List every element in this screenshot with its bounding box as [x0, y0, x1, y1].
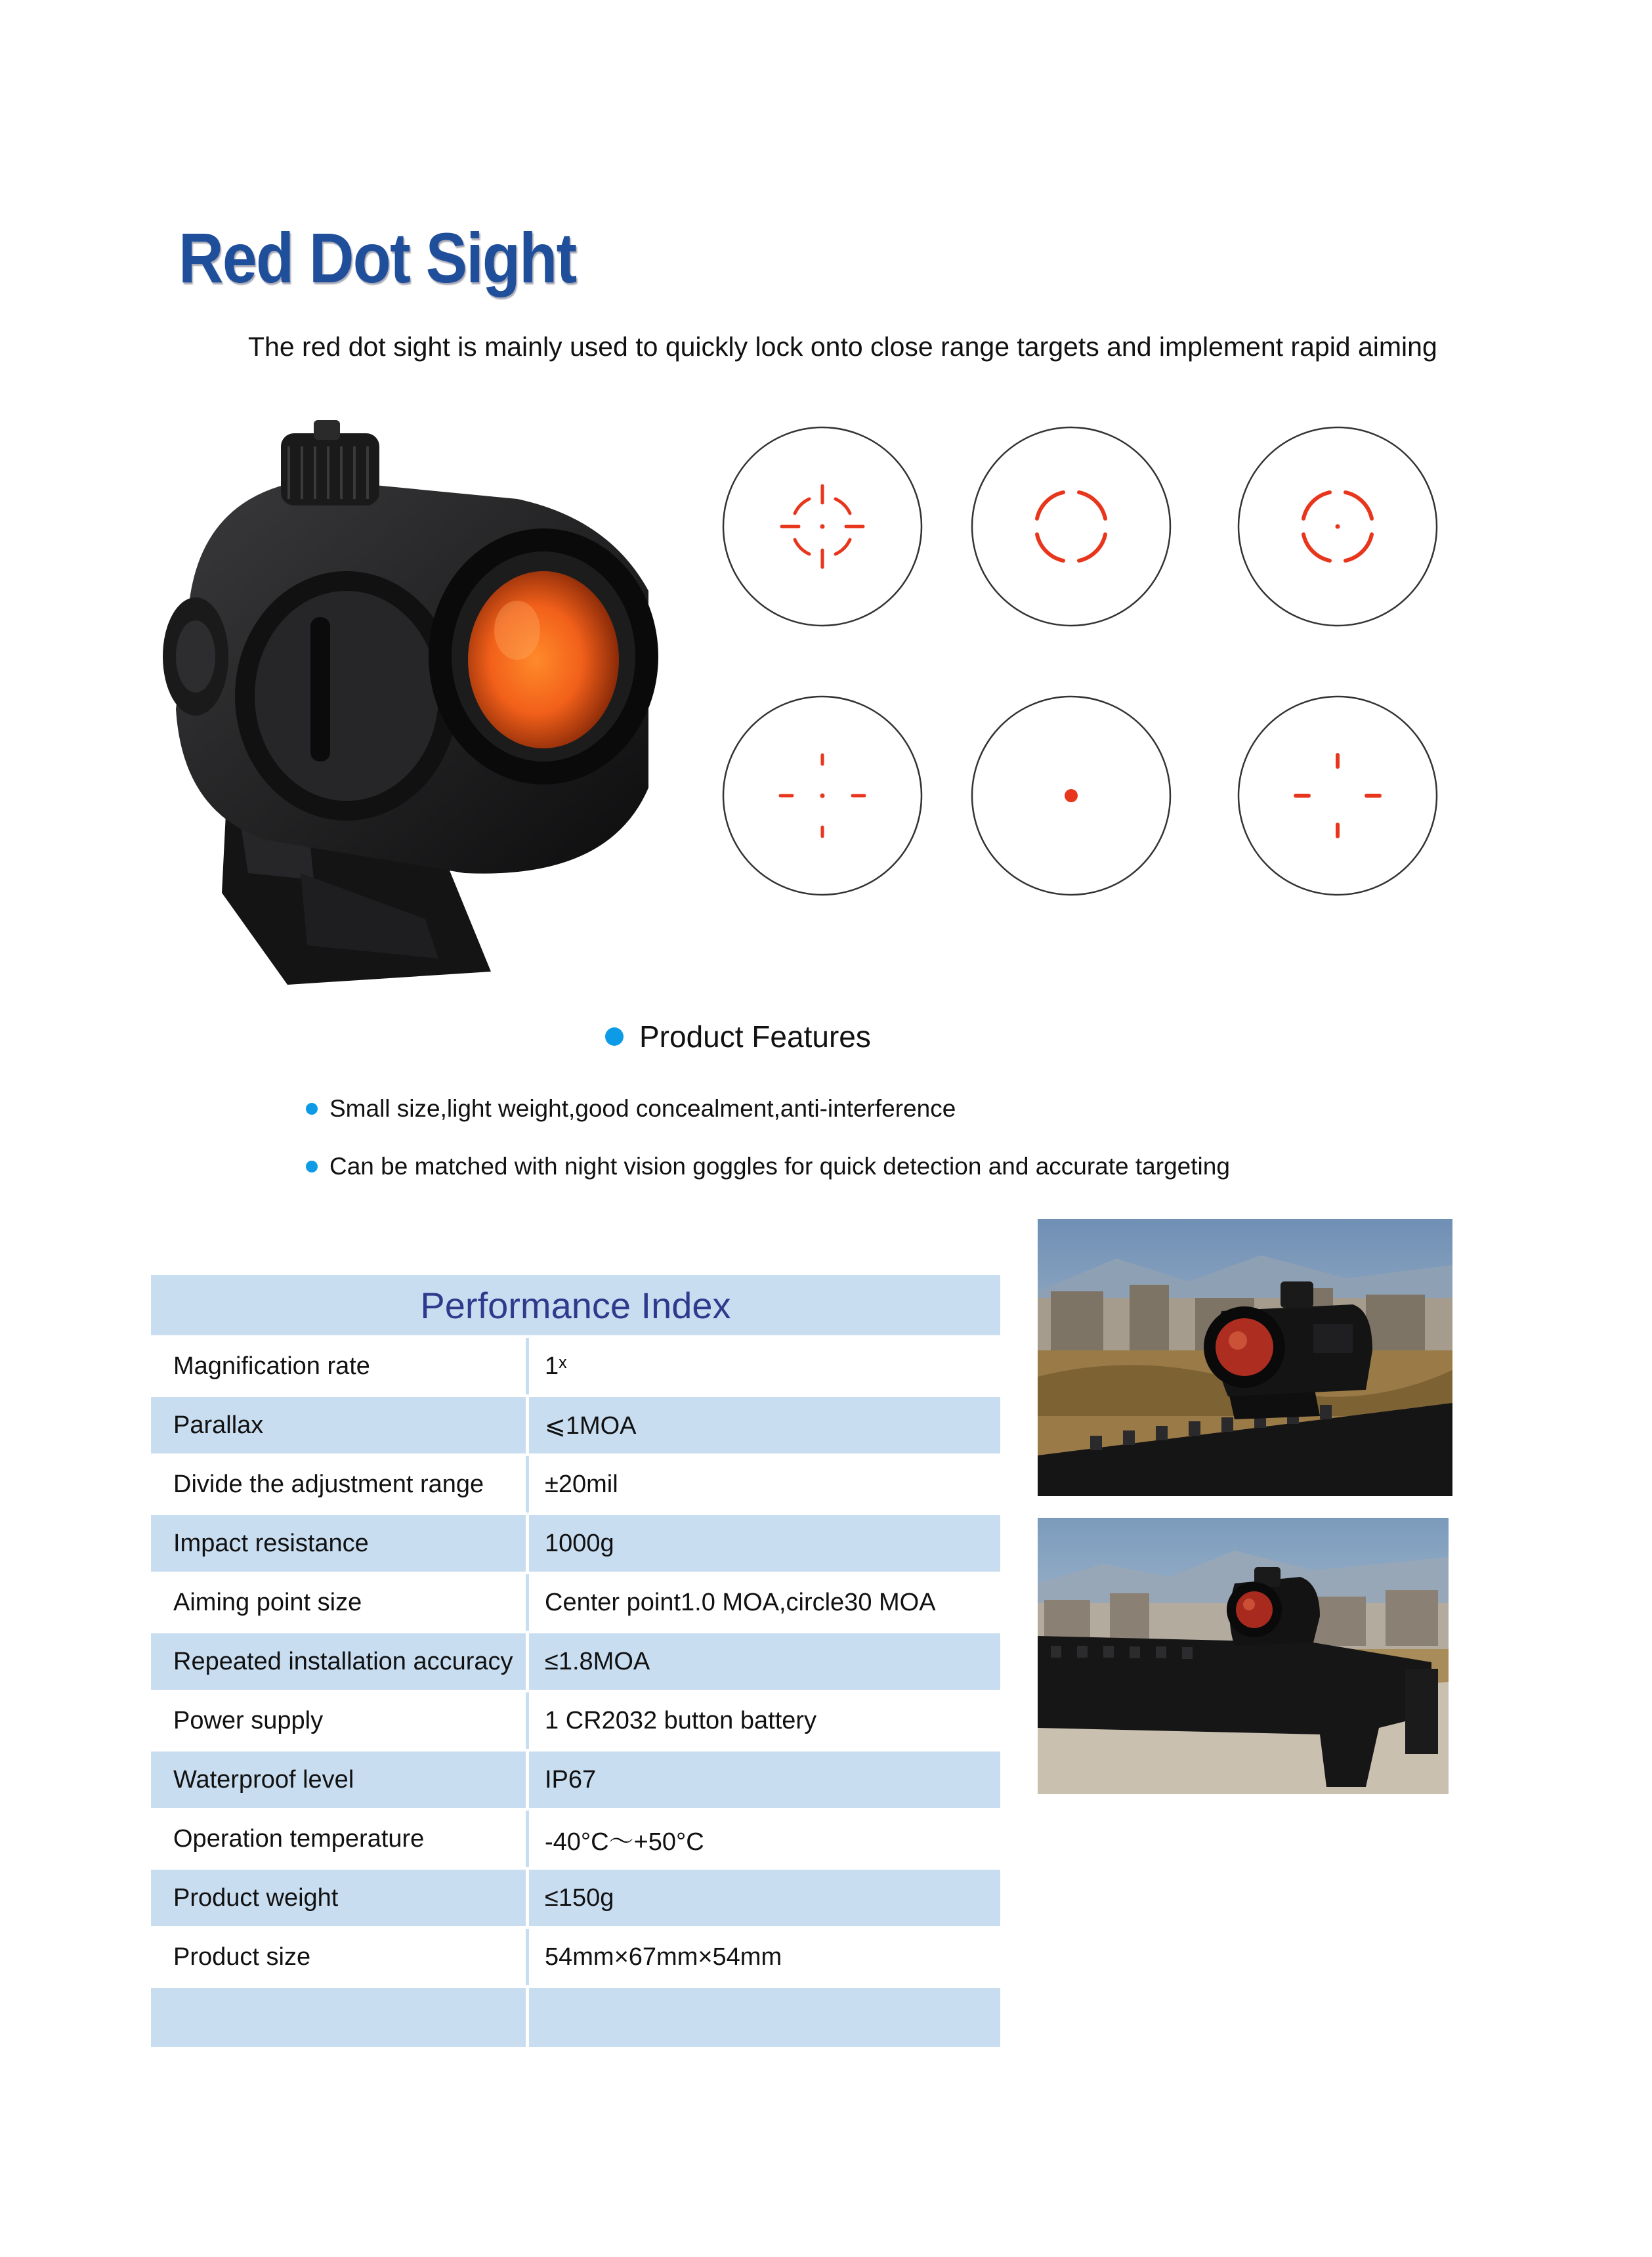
features-heading-text: Product Features: [639, 1020, 871, 1054]
row-label: Divide the adjustment range: [151, 1456, 529, 1513]
bullet-icon: [306, 1161, 318, 1172]
row-label: Impact resistance: [151, 1515, 529, 1572]
row-label: Repeated installation accuracy: [151, 1633, 529, 1690]
table-row: [151, 1394, 1000, 1453]
page-title: Red Dot Sight: [179, 218, 576, 297]
row-label: Parallax: [151, 1397, 529, 1453]
reticle-center-dot: [970, 695, 1172, 897]
reticle-cross: [1237, 695, 1439, 897]
feature-text: Small size,light weight,good concealment,anti-interference: [329, 1095, 956, 1122]
reticle-cross-dot: [721, 695, 923, 897]
feature-item: [306, 1153, 1230, 1180]
row-label: Magnification rate: [151, 1338, 529, 1394]
table-row: [151, 1749, 1000, 1808]
row-value: ⩽1MOA: [545, 1411, 637, 1440]
row-value: -40°C～+50°C: [545, 1828, 704, 1856]
reticle-segmented-circle-dot: [1237, 425, 1439, 628]
feature-item: [306, 1095, 956, 1123]
table-row: [151, 1867, 1000, 1926]
row-label: Aiming point size: [151, 1574, 529, 1631]
table-row: [151, 1572, 1000, 1631]
mounted-sight-photo-2: [1038, 1518, 1449, 1794]
page-subtitle: The red dot sight is mainly used to quickly lock onto close range targets and implement rapid aiming: [248, 332, 1437, 362]
reticle-segmented-circle: [970, 425, 1172, 628]
row-value: 1000g: [545, 1529, 614, 1557]
reticle-circle-cross-dot: [721, 425, 923, 628]
table-row: [151, 1513, 1000, 1572]
feature-text: Can be matched with night vision goggles for quick detection and accurate targeting: [329, 1153, 1230, 1180]
row-label: [151, 1988, 529, 2047]
table-row: [151, 1453, 1000, 1513]
table-row: [151, 1926, 1000, 1985]
row-value: ±20mil: [545, 1470, 618, 1498]
row-label: Waterproof level: [151, 1752, 529, 1808]
row-value: ≤1.8MOA: [545, 1647, 650, 1675]
performance-table: [151, 1275, 1000, 2047]
table-row: [151, 1690, 1000, 1749]
row-label: Power supply: [151, 1692, 529, 1749]
row-label: Product size: [151, 1929, 529, 1985]
row-label: Product weight: [151, 1870, 529, 1926]
row-value: 54mm×67mm×54mm: [545, 1943, 782, 1971]
mounted-sight-photo-1: [1038, 1219, 1452, 1496]
bullet-icon: [605, 1027, 624, 1046]
row-value: 1ˣ: [545, 1352, 567, 1380]
row-label: Operation temperature: [151, 1811, 529, 1867]
bullet-icon: [306, 1103, 318, 1115]
row-value: ≤150g: [545, 1883, 614, 1912]
table-row: [151, 1808, 1000, 1867]
row-value: [529, 1988, 1000, 2047]
features-heading: [605, 1019, 871, 1054]
row-value: Center point1.0 MOA,circle30 MOA: [545, 1588, 936, 1616]
table-row: [151, 1335, 1000, 1394]
red-dot-sight-image: [150, 420, 694, 998]
row-value: 1 CR2032 button battery: [545, 1706, 817, 1734]
row-value: IP67: [545, 1765, 597, 1794]
performance-heading: Performance Index: [151, 1275, 1000, 1335]
table-row: [151, 1631, 1000, 1690]
table-row: [151, 1985, 1000, 2047]
